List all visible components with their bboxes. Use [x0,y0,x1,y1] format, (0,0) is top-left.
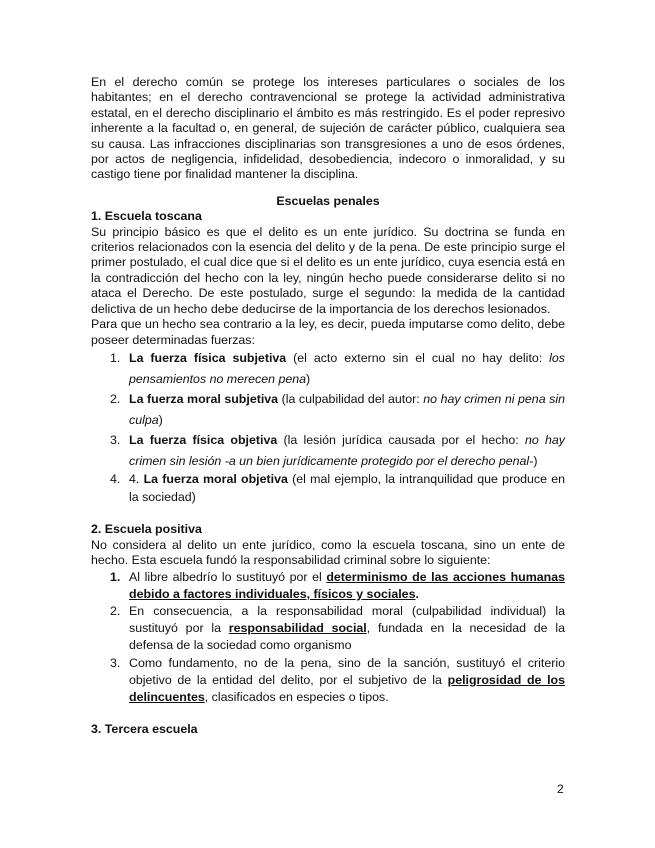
heading-escuela-positiva: 2. Escuela positiva [91,522,202,537]
list-item: 3. Como fundamento, no de la pena, sino de la sanción, sustituyó el criterio objetivo de la entidad del delito, por el subjetivo de la peligrosidad de los delincuentes, clasificados en especies o tipos. [110,655,565,704]
list-item: 4. 4. La fuerza moral objetiva (el mal ejemplo, la intranquilidad que produce en la sociedad) [110,472,565,504]
positiva-paragraph: No considera al delito un ente jurídico, como la escuela toscana, sino un ente de hecho. Esta escuela fundó la responsabilidad criminal sobre lo siguiente: [91,537,565,568]
positiva-list [91,569,565,707]
list-item: 1. Al libre albedrío lo sustituyó por el determinismo de las acciones humanas debido a factores individuales, físicos y sociales. [110,569,565,601]
page-number: 2 [557,782,564,796]
toscana-paragraph-2: Para que un hecho sea contrario a la ley, es decir, pueda imputarse como delito, debe poseer determinadas fuerzas: [91,317,565,347]
heading-escuela-toscana: 1. Escuela toscana [91,209,202,224]
list-item: 2. En consecuencia, a la responsabilidad moral (culpabilidad individual) la sustituyó por la responsabilidad social, fundada en la necesidad de la defensa de la sociedad como organismo [110,603,565,653]
toscana-paragraph-1: Su principio básico es que el delito es un ente jurídico. Su doctrina se funda en criterios relacionados con la esencia del delito y de la pena. De este principio surge el primer postulado, el cual dice que si el delito es un ente jurídico, cuya esencia está en la contradicción del hecho con la ley, ningún hecho puede considerarse delito si no ataca el Derecho. De este postulado, surge el segundo: la medida de la cantidad delictiva de un hecho debe deducirse de la importancia de los derechos lesionados. [91,224,565,316]
list-item: 2. La fuerza moral subjetiva (la culpabilidad del autor: no hay crimen ni pena sin culpa) [110,392,565,427]
list-item: 1. La fuerza física subjetiva (el acto externo sin el cual no hay delito: los pensamientos no merecen pena) [110,350,565,386]
list-item: 3. La fuerza física objetiva (la lesión jurídica causada por el hecho: no hay crimen sin lesión -a un bien jurídicamente protegido por el derecho penal-) [110,433,566,468]
heading-tercera-escuela: 3. Tercera escuela [91,722,198,737]
section-title: Escuelas penales [276,193,380,208]
intro-paragraph: En el derecho común se protege los intereses particulares o sociales de los habitantes; en el derecho contravencional se protege la actividad administrativa estatal, en el derecho disciplinario el ámbito es más restringido. Es el poder represivo inherente a la facultad o, en general, de sujeción de carácter público, cualquiera sea su causa. Las infracciones disciplinarias son transgresiones a uno de esos órdenes, por actos de negligencia, infidelidad, desobediencia, indecoro o inmoralidad, y su castigo tiene por finalidad mantener la disciplina. [91,75,565,182]
fuerzas-list [91,348,565,506]
document-body [91,75,565,738]
